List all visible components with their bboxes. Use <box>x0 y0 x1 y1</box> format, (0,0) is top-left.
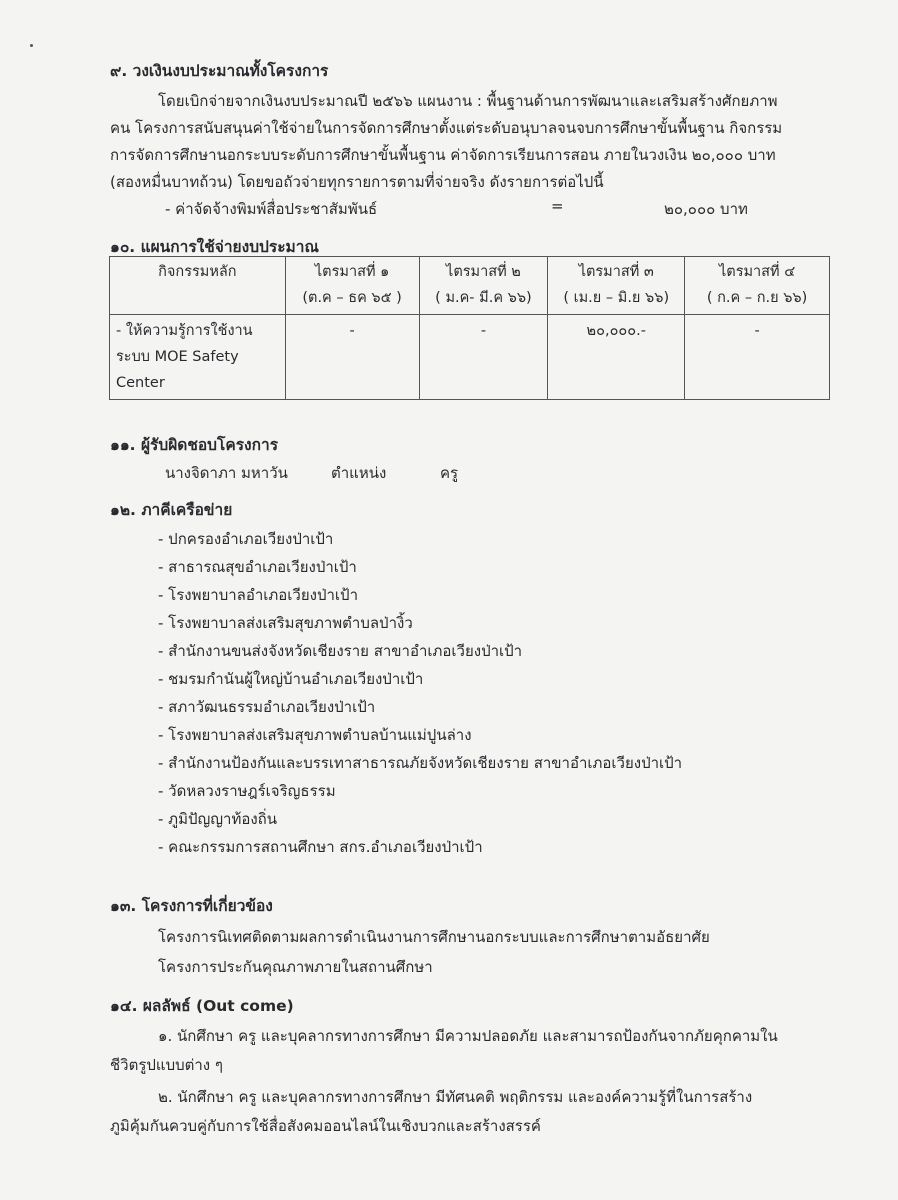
header-activity: กิจกรรมหลัก <box>110 257 286 315</box>
header-q4: ไตรมาสที่ ๔ ( ก.ค – ก.ย ๖๖) <box>685 257 830 315</box>
outcome-1-line-1: ๑. นักศึกษา ครู และบุคลากรทางการศึกษา มีความปลอดภัย และสามารถป้องกันจากภัยคุกคามใน <box>158 1027 778 1045</box>
section-10-title: ๑๐. แผนการใช้จ่ายงบประมาณ <box>110 238 319 256</box>
list-item: - โรงพยาบาลส่งเสริมสุขภาพตำบลป่างิ้ว <box>158 614 413 632</box>
list-item: - ภูมิปัญญาท้องถิ่น <box>158 810 278 828</box>
header-q3: ไตรมาสที่ ๓ ( เม.ย – มิ.ย ๖๖) <box>548 257 685 315</box>
outcome-2-line-2: ภูมิคุ้มกันควบคู่กับการใช้สื่อสังคมออนไลน์ในเชิงบวกและสร้างสรรค์ <box>110 1117 541 1135</box>
section-13-title: ๑๓. โครงการที่เกี่ยวข้อง <box>110 897 273 915</box>
outcome-2-line-1: ๒. นักศึกษา ครู และบุคลากรทางการศึกษา มีทัศนคติ พฤติกรรม และองค์ความรู้ที่ในการสร้าง <box>158 1088 753 1106</box>
speck-mark <box>30 44 33 47</box>
cell-q3: ๒๐,๐๐๐.- <box>548 315 685 400</box>
section-9-line-1: โดยเบิกจ่ายจากเงินงบประมาณปี ๒๕๖๖ แผนงาน : พื้นฐานด้านการพัฒนาและเสริมสร้างศักยภาพ <box>158 92 778 110</box>
list-item: - ชมรมกำนันผู้ใหญ่บ้านอำเภอเวียงป่าเป้า <box>158 670 424 688</box>
section-9-item-label: - ค่าจัดจ้างพิมพ์สื่อประชาสัมพันธ์ <box>165 200 378 218</box>
section-11-title: ๑๑. ผู้รับผิดชอบโครงการ <box>110 436 279 454</box>
list-item: - สาธารณสุขอำเภอเวียงป่าเป้า <box>158 558 357 576</box>
section-9-item-amount: ๒๐,๐๐๐ บาท <box>664 200 748 218</box>
header-q1: ไตรมาสที่ ๑ (ต.ค – ธค ๖๕ ) <box>285 257 419 315</box>
section-9-line-3: การจัดการศึกษานอกระบบระดับการศึกษาขั้นพื้นฐาน ค่าจัดการเรียนการสอน ภายในวงเงิน ๒๐,๐๐๐ บาท <box>110 146 776 164</box>
cell-q1: - <box>285 315 419 400</box>
outcome-1-line-2: ชีวิตรูปแบบต่าง ๆ <box>110 1056 223 1074</box>
cell-q4: - <box>685 315 830 400</box>
list-item: - โรงพยาบาลอำเภอเวียงป่าเป้า <box>158 586 358 604</box>
header-q2: ไตรมาสที่ ๒ ( ม.ค- มี.ค ๖๖) <box>419 257 548 315</box>
cell-q2: - <box>419 315 548 400</box>
section-9-title: ๙. วงเงินงบประมาณทั้งโครงการ <box>110 62 329 80</box>
cell-activity: - ให้ความรู้การใช้งาน ระบบ MOE Safety Center <box>110 315 286 400</box>
list-item: - สำนักงานขนส่งจังหวัดเชียงราย สาขาอำเภอเวียงป่าเป้า <box>158 642 523 660</box>
table-row <box>110 315 830 400</box>
list-item: - ปกครองอำเภอเวียงป่าเป้า <box>158 530 334 548</box>
section-12-title: ๑๒. ภาคีเครือข่าย <box>110 501 233 519</box>
section-9-line-4: (สองหมื่นบาทถ้วน) โดยขอถัวจ่ายทุกรายการตามที่จ่ายจริง ดังรายการต่อไปนี้ <box>110 173 604 191</box>
related-project-1: โครงการนิเทศติดตามผลการดำเนินงานการศึกษานอกระบบและการศึกษาตามอัธยาศัย <box>158 928 710 946</box>
list-item: - คณะกรรมการสถานศึกษา สกร.อำเภอเวียงป่าเป้า <box>158 838 483 856</box>
list-item: - วัดหลวงราษฎร์เจริญธรรม <box>158 782 336 800</box>
section-9-line-2: คน โครงการสนับสนุนค่าใช้จ่ายในการจัดการศึกษาตั้งแต่ระดับอนุบาลจนจบการศึกษาขั้นพื้นฐาน กิจกรรม <box>110 119 783 137</box>
section-14-title: ๑๔. ผลลัพธ์ (Out come) <box>110 997 294 1015</box>
list-item: - สำนักงานป้องกันและบรรเทาสาธารณภัยจังหวัดเชียงราย สาขาอำเภอเวียงป่าเป้า <box>158 754 683 772</box>
budget-plan-table <box>109 256 830 400</box>
related-project-2: โครงการประกันคุณภาพภายในสถานศึกษา <box>158 958 433 976</box>
position-value: ครู <box>440 464 459 482</box>
section-9-item-equals: = <box>551 197 564 215</box>
responsible-name: นางจิดาภา มหาวัน <box>165 464 288 482</box>
position-label: ตำแหน่ง <box>331 464 387 482</box>
list-item: - สภาวัฒนธรรมอำเภอเวียงป่าเป้า <box>158 698 376 716</box>
list-item: - โรงพยาบาลส่งเสริมสุขภาพตำบลบ้านแม่ปูนล่าง <box>158 726 472 744</box>
table-header-row <box>110 257 830 315</box>
